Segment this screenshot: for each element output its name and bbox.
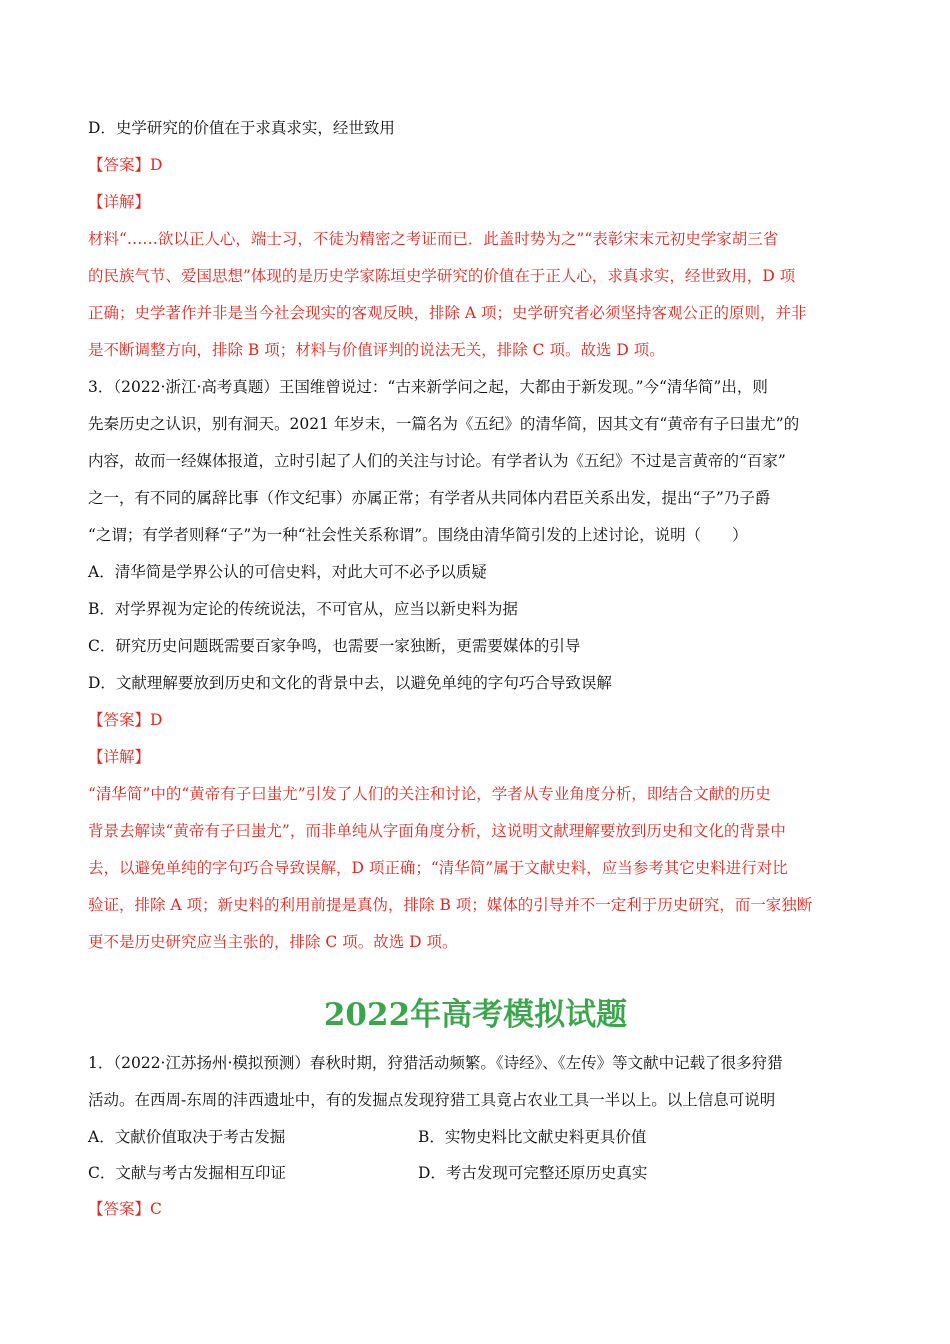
option-c: C．文献与考古发掘相互印证 xyxy=(88,1164,286,1182)
detail-line: 材料“……欲以正人心，端士习，不徒为精密之考证而已．此盖时势为之”“表彰宋末元初史学家胡三省 xyxy=(88,230,779,248)
question-stem: “之谓；有学者则释“子”为一种“社会性关系称谓”。围绕由清华简引发的上述讨论，说明（ ） xyxy=(88,526,748,544)
option-d: D．史学研究的价值在于求真求实，经世致用 xyxy=(88,119,395,137)
detail-label: 【详解】 xyxy=(88,748,151,766)
section-heading: 2022年高考模拟试题 xyxy=(323,997,628,1033)
option-c: C．研究历史问题既需要百家争鸣，也需要一家独断，更需要媒体的引导 xyxy=(88,637,581,655)
question-stem: 内容，故而一经媒体报道，立时引起了人们的关注与讨论。有学者认为《五纪》不过是言黄帝的“百家” xyxy=(88,452,786,470)
options-row xyxy=(88,1155,863,1191)
option-d: D．文献理解要放到历史和文化的背景中去，以避免单纯的字句巧合导致误解 xyxy=(88,674,612,692)
question-stem: 之一，有不同的属辞比事（作文纪事）亦属正常；有学者从共同体内君臣关系出发，提出“子”乃子爵 xyxy=(88,489,771,507)
option-b: B．实物史料比文献史料更具价值 xyxy=(418,1128,647,1146)
option-b: B．对学界视为定论的传统说法，不可官从，应当以新史料为据 xyxy=(88,600,518,618)
detail-line: 正确；史学著作并非是当今社会现实的客观反映，排除 A 项；史学研究者必须坚持客观公正的原则，并非 xyxy=(88,304,807,322)
question-stem: 3．（2022·浙江·高考真题）王国维曾说过：“古来新学问之起，大都由于新发现。”今“清华简”出，则 xyxy=(88,378,768,396)
answer-label: 【答案】D xyxy=(88,711,163,729)
detail-line: 去，以避免单纯的字句巧合导致误解，D 项正确；“清华简”属于文献史料，应当参考其它史料进行对比 xyxy=(88,859,788,877)
detail-line: “清华简”中的“黄帝有子曰蚩尤”引发了人们的关注和讨论，学者从专业角度分析，即结合文献的历史 xyxy=(88,785,771,803)
question-stem: 活动。在西周-东周的沣西遗址中，有的发掘点发现狩猎工具竟占农业工具一半以上。以上信息可说明 xyxy=(88,1091,776,1109)
answer-label: 【答案】D xyxy=(88,156,163,174)
detail-line: 更不是历史研究应当主张的，排除 C 项。故选 D 项。 xyxy=(88,933,458,951)
question-stem: 1．（2022·江苏扬州·模拟预测）春秋时期，狩猎活动频繁。《诗经》、《左传》等文献中记载了很多狩猎 xyxy=(88,1054,783,1072)
option-a: A．清华简是学界公认的可信史料，对此大可不必予以质疑 xyxy=(88,563,487,581)
detail-line: 验证，排除 A 项；新史料的利用前提是真伪，排除 B 项；媒体的引导并不一定利于历史研究，而一家独断 xyxy=(88,896,813,914)
answer-label: 【答案】C xyxy=(88,1200,162,1218)
detail-line: 的民族气节、爱国思想”体现的是历史学家陈垣史学研究的价值在于正人心，求真求实，经世致用，D 项 xyxy=(88,267,796,285)
question-stem: 先秦历史之认识，别有洞天。2021 年岁末，一篇名为《五纪》的清华简，因其文有“黄帝有子曰蚩尤”的 xyxy=(88,415,800,433)
detail-line: 是不断调整方向，排除 B 项；材料与价值评判的说法无关，排除 C 项。故选 D 项。 xyxy=(88,341,665,359)
option-d: D．考古发现可完整还原历史真实 xyxy=(418,1164,648,1182)
options-row xyxy=(88,1119,863,1155)
detail-label: 【详解】 xyxy=(88,193,151,211)
option-a: A．文献价值取决于考古发掘 xyxy=(88,1128,286,1146)
document-page xyxy=(88,110,863,1228)
detail-line: 背景去解读“黄帝有子曰蚩尤”，而非单纯从字面角度分析，这说明文献理解要放到历史和文化的背景中 xyxy=(88,822,786,840)
